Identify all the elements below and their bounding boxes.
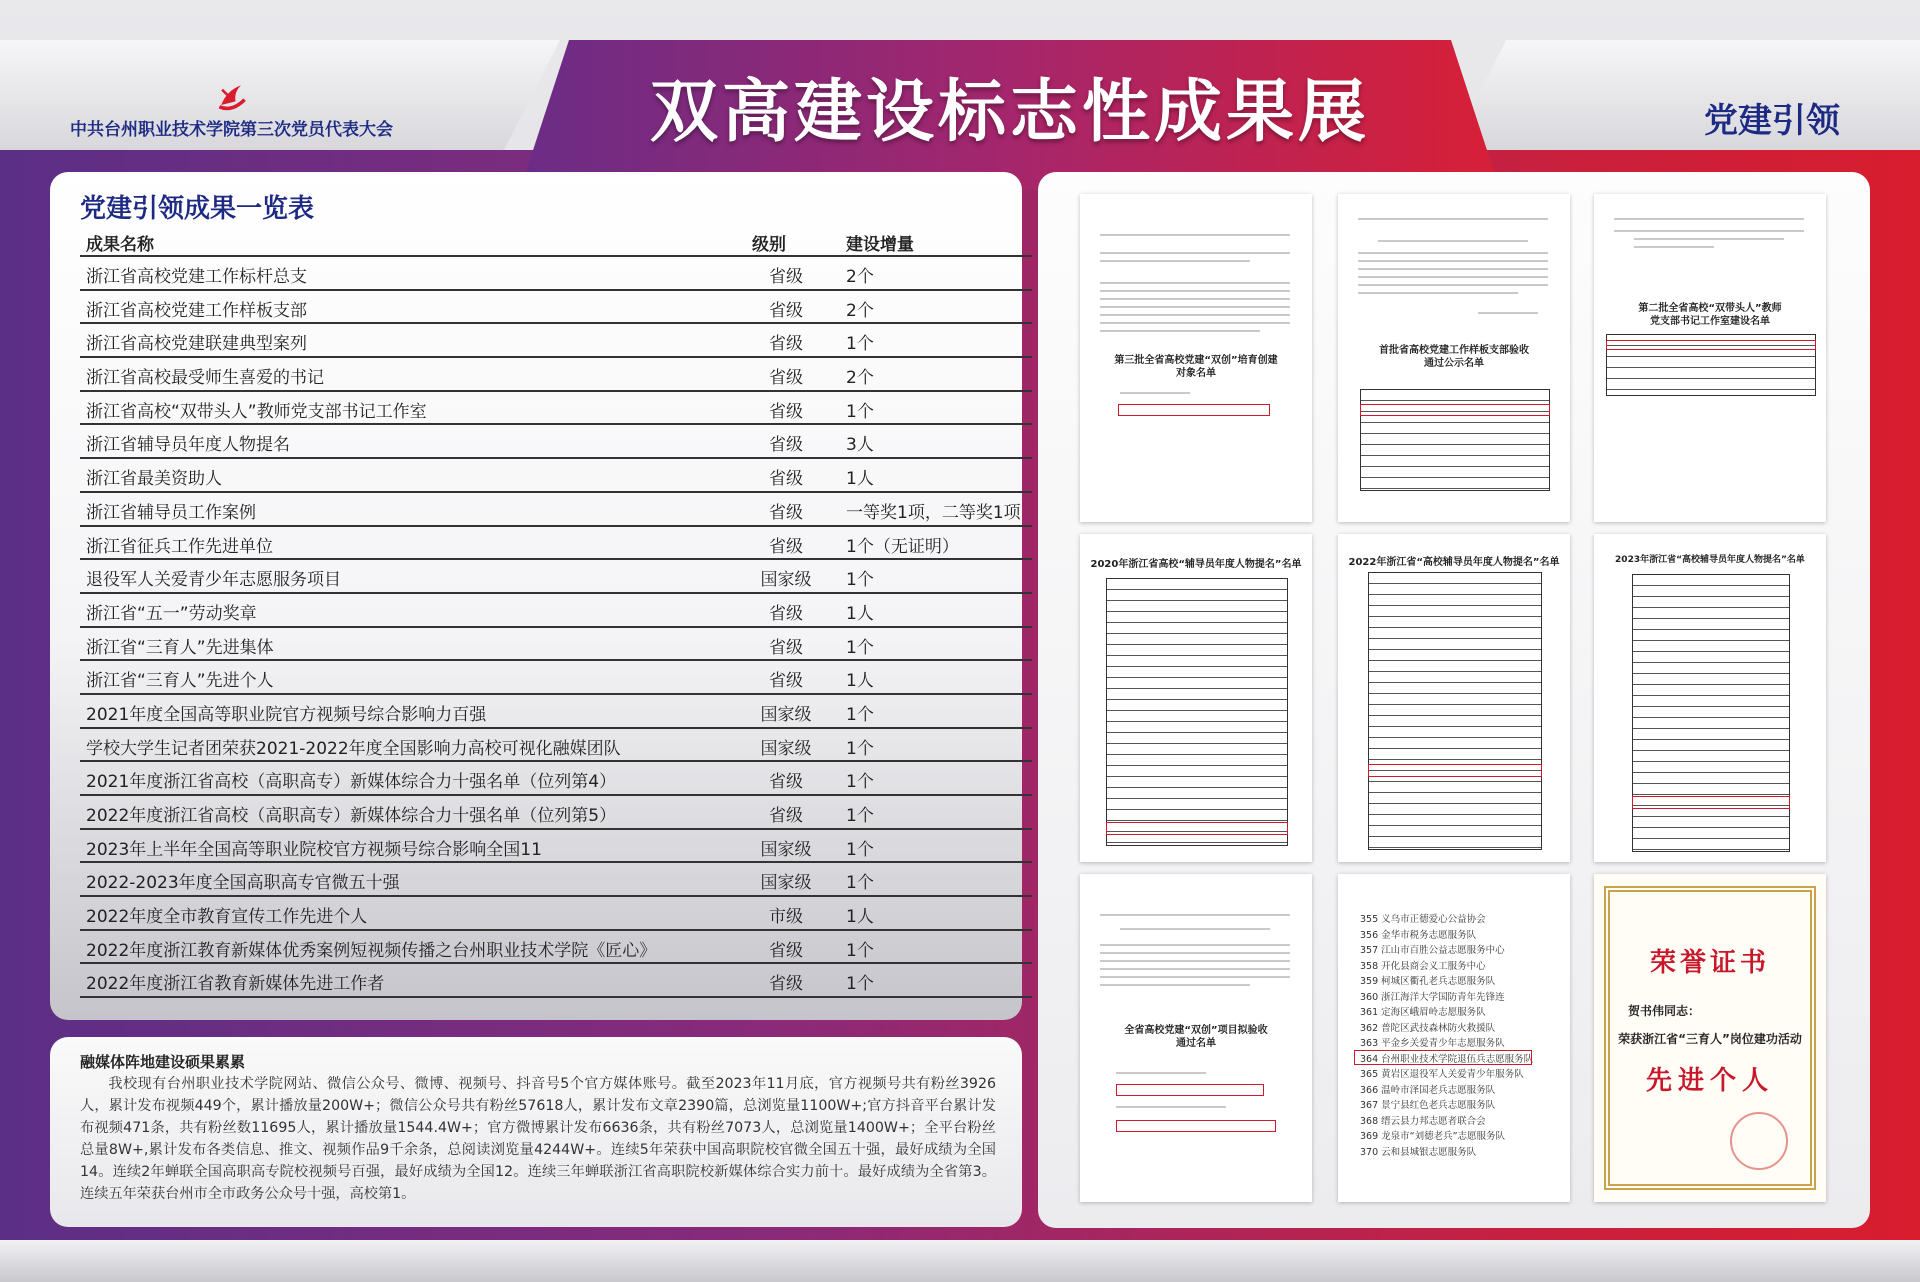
page-title: 双高建设标志性成果展: [649, 73, 1370, 152]
row-increment: 1个: [846, 570, 874, 591]
row-name: 浙江省最美资助人: [86, 469, 222, 490]
row-increment: 1个: [846, 940, 874, 961]
table-row: [80, 491, 1032, 525]
row-increment: 1个: [846, 401, 874, 422]
row-increment: 1个: [846, 772, 874, 793]
row-level: 国家级: [760, 704, 812, 725]
row-name: 2022-2023年度全国高职高专官微五十强: [86, 873, 400, 894]
row-increment: 1个: [846, 839, 874, 860]
table-row: [80, 794, 1032, 828]
table-row: [80, 760, 1032, 794]
table-row: [80, 895, 1032, 929]
row-name: 浙江省辅导员年度人物提名: [86, 435, 290, 456]
list-item: 355 义乌市正德爱心公益协会: [1360, 914, 1486, 925]
table-header: [80, 230, 990, 254]
row-level: 省级: [769, 401, 803, 422]
row-increment: 1个: [846, 873, 874, 894]
row-name: 浙江省辅导员工作案例: [86, 502, 256, 523]
list-item: 370 云和县城银志愿服务队: [1360, 1146, 1477, 1158]
row-level: 省级: [769, 469, 803, 490]
table-row: [80, 558, 1032, 592]
row-level: 省级: [769, 772, 803, 793]
row-name: 2021年度全国高等职业院官方视频号综合影响力百强: [86, 704, 487, 725]
header-right-band: [1450, 40, 1920, 150]
document-7: [1080, 874, 1312, 1202]
row-name: 浙江省“三育人”先进集体: [86, 637, 274, 658]
media-panel: [50, 1037, 1022, 1227]
certificate-recipient: 贺书伟同志：: [1628, 1004, 1701, 1018]
row-increment: 2个: [846, 267, 874, 287]
row-level: 省级: [769, 435, 803, 456]
document-2: [1338, 194, 1570, 522]
section-label: 党建引领: [1704, 101, 1840, 141]
table-row: [80, 626, 1032, 660]
table-row: [80, 727, 1032, 761]
list-item: 366 温岭市泽国老兵志愿服务队: [1360, 1084, 1496, 1096]
certificate-title: 荣誉证书: [1649, 948, 1770, 978]
row-increment: 1人: [846, 603, 874, 624]
row-level: 省级: [769, 368, 803, 389]
honor-certificate: [1594, 874, 1826, 1202]
row-level: 国家级: [760, 570, 812, 591]
document-1: [1080, 194, 1312, 522]
list-item: 358 开化县商会义工服务中心: [1360, 960, 1486, 972]
row-increment: 1个: [846, 637, 874, 658]
table-row: [80, 289, 1032, 323]
row-increment: 1个: [846, 738, 874, 759]
row-name: 学校大学生记者团荣获2021-2022年度全国影响力高校可视化融媒团队: [86, 738, 621, 759]
row-level: 省级: [769, 502, 803, 523]
media-text: 我校现有台州职业技术学院网站、微信公众号、微博、视频号、抖音号5个官方媒体账号。截至2023年11月底，官方视频号共有粉丝3926人，累计发布视频449个，累计播放量200W+；微信公众号共有粉丝57618人，累计发布文章2390篇，总浏览量1100W+;官方抖音平台累计发布视频471条，共有粉丝数11695人，累计播放量1544.4W+；官方微博累计发布6636条，共有粉丝7073人，总浏览量1400W+；全平台粉丝总量8W+,累计发布各类信息、推文、视频作品9千余条，总阅读浏览量4244W+。连续5年荣获中国高职院校官微全国五十强，最好成绩为全国14。连续2年蝉联全国高职高专院校视频号百强，最好成绩为全国12。连续三年蝉联浙江省高职院校新媒体综合实力前十。最好成绩为全省第3。连续五年荣获台州市全市政务公众号十强，高校第1。: [80, 1076, 996, 1202]
table-row: [80, 390, 1032, 424]
document-3: [1594, 194, 1826, 522]
table-row: [80, 255, 1032, 289]
row-level: 省级: [769, 671, 803, 692]
document-1-title: 第三批全省高校党建“双创”培育创建对象名单: [1114, 355, 1278, 379]
row-level: 省级: [769, 940, 803, 961]
row-increment: 1个: [846, 806, 874, 826]
table-row: [80, 356, 1032, 390]
row-level: 省级: [769, 806, 803, 826]
col-header-increment: 建设增量: [846, 235, 914, 255]
row-name: 浙江省征兵工作先进单位: [86, 536, 273, 557]
row-increment: 1人: [846, 671, 874, 692]
row-name: 2023年上半年全国高等职业院校官方视频号综合影响全国11: [86, 839, 542, 860]
table-row: [80, 659, 1032, 693]
achievement-table-panel: [50, 172, 1022, 1020]
document-3-title: 第二批全省高校“双带头人”教师党支部书记工作室建设名单: [1638, 303, 1782, 327]
table-row: [80, 962, 1032, 998]
list-item: 356 金华市税务志愿服务队: [1360, 929, 1477, 941]
list-item: 369 龙泉市“刘德老兵”志愿服务队: [1360, 1131, 1505, 1142]
certificate-award: 先进个人: [1645, 1066, 1774, 1096]
row-increment: 2个: [846, 300, 874, 321]
row-increment: 2个: [846, 368, 874, 389]
row-level: 国家级: [760, 873, 812, 894]
table-row: [80, 423, 1032, 457]
list-item: 357 江山市百胜公益志愿服务中心: [1360, 945, 1505, 956]
row-name: 2022年度全市教育宣传工作先进个人: [86, 907, 368, 928]
row-level: 国家级: [760, 738, 812, 759]
row-increment: 3人: [846, 435, 874, 456]
row-level: 省级: [769, 603, 803, 624]
document-7-title: 全省高校党建“双创”项目拟验收通过名单: [1124, 1025, 1268, 1049]
row-increment: 1个: [846, 974, 874, 995]
row-increment: 1个: [846, 704, 874, 725]
document-4-title: 2020年浙江省高校“辅导员年度人物提名”名单: [1090, 559, 1302, 570]
row-level: 市级: [769, 907, 803, 928]
documents-panel: [1038, 172, 1870, 1228]
table-row: [80, 525, 1032, 559]
row-name: 浙江省“五一”劳动奖章: [86, 603, 257, 624]
table-body: [80, 255, 1032, 998]
row-increment: 1个: [846, 334, 874, 355]
document-4: [1080, 534, 1312, 862]
table-row: [80, 861, 1032, 895]
row-level: 省级: [769, 334, 803, 355]
certificate-text: 荣获浙江省“三育人”岗位建功活动: [1618, 1032, 1802, 1046]
table-row: [80, 457, 1032, 491]
row-level: 国家级: [760, 839, 812, 860]
row-name: 2022年度浙江教育新媒体优秀案例短视频传播之台州职业技术学院《匠心》: [86, 940, 657, 961]
table-row: [80, 693, 1032, 727]
table-row: [80, 592, 1032, 626]
col-header-name: 成果名称: [86, 235, 154, 255]
document-2-title: 首批省高校党建工作样板支部验收通过公示名单: [1379, 345, 1529, 369]
list-item: 362 普陀区武技森林防火救援队: [1360, 1022, 1496, 1034]
table-row: [80, 828, 1032, 862]
table-row: [80, 929, 1032, 963]
seal-icon: [1730, 1112, 1788, 1170]
document-5: [1338, 534, 1570, 862]
row-level: 省级: [769, 637, 803, 658]
table-row: [80, 322, 1032, 356]
party-emblem-icon: [214, 78, 250, 114]
row-name: 2022年度浙江省高校（高职高专）新媒体综合力十强名单（位列第5）: [86, 806, 617, 826]
row-name: 浙江省高校党建工作标杆总支: [86, 267, 307, 287]
row-increment: 一等奖1项，二等奖1项: [846, 502, 1021, 523]
row-name: 2022年度浙江省教育新媒体先进工作者: [86, 974, 385, 995]
row-level: 省级: [769, 300, 803, 321]
row-level: 省级: [769, 267, 803, 287]
list-item: 361 定海区峨眉岭志愿服务队: [1360, 1007, 1486, 1018]
list-item: 364 台州职业技术学院退伍兵志愿服务队: [1360, 1053, 1534, 1065]
list-item: 363 平金乡关爱青少年志愿服务队: [1360, 1038, 1505, 1049]
row-increment: 1个（无证明）: [846, 536, 959, 557]
row-name: 浙江省高校党建联建典型案列: [86, 334, 307, 355]
row-name: 2021年度浙江省高校（高职高专）新媒体综合力十强名单（位列第4）: [86, 772, 617, 793]
document-6-title: 2023年浙江省“高校辅导员年度人物提名”名单: [1615, 555, 1805, 565]
table-title: 党建引领成果一览表: [80, 194, 315, 224]
list-item: 365 黄岩区退役军人关爱青少年服务队: [1360, 1069, 1524, 1080]
row-name: 浙江省高校最受师生喜爱的书记: [86, 368, 324, 389]
list-item: 368 缙云县力邦志愿者联合会: [1360, 1115, 1486, 1127]
row-name: 浙江省高校“双带头人”教师党支部书记工作室: [86, 401, 427, 422]
row-name: 浙江省“三育人”先进个人: [86, 671, 274, 692]
row-level: 省级: [769, 974, 803, 995]
list-item: 359 柯城区衢孔老兵志愿服务队: [1360, 976, 1496, 987]
row-increment: 1人: [846, 469, 874, 490]
row-level: 省级: [769, 536, 803, 557]
media-title: 融媒体阵地建设硕果累累: [80, 1053, 246, 1071]
document-8: [1338, 874, 1570, 1202]
row-name: 退役军人关爱青少年志愿服务项目: [86, 570, 341, 591]
volunteer-list: [1360, 912, 1533, 1160]
col-header-level: 级别: [752, 235, 786, 255]
list-item: 360 浙江海洋大学国防青年先锋连: [1360, 991, 1505, 1003]
list-item: 367 景宁县红色老兵志愿服务队: [1360, 1100, 1496, 1111]
document-5-title: 2022年浙江省“高校辅导员年度人物提名”名单: [1348, 557, 1560, 568]
congress-label: 中共台州职业技术学院第三次党员代表大会: [70, 120, 393, 140]
footer-band: [0, 1240, 1920, 1282]
row-increment: 1人: [846, 907, 874, 928]
row-name: 浙江省高校党建工作样板支部: [86, 300, 307, 321]
document-6: [1594, 534, 1826, 862]
